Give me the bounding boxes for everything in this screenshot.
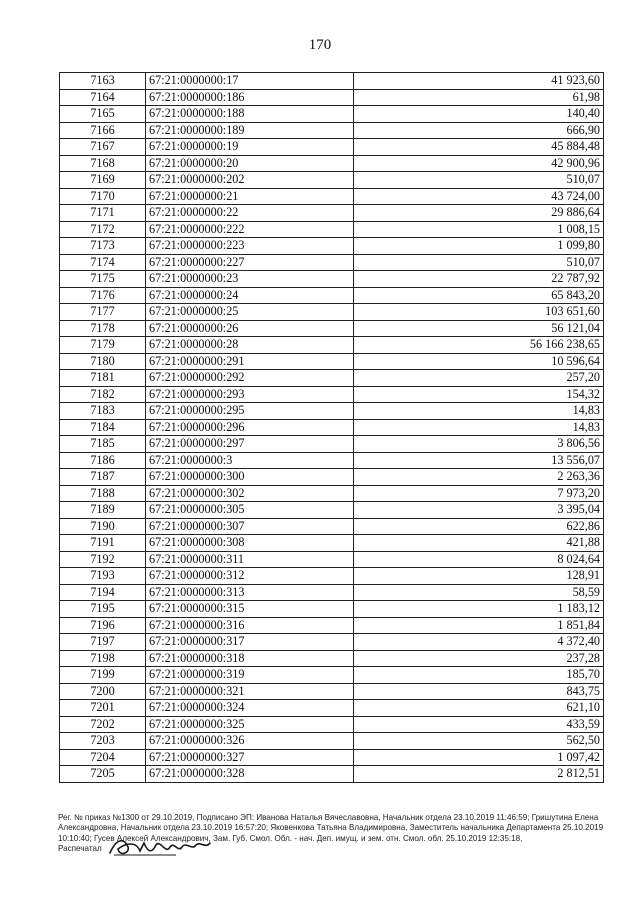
cadastral-value-cell: 56 166 238,65 xyxy=(354,337,604,354)
row-number-cell: 7205 xyxy=(60,766,146,783)
row-number-cell: 7197 xyxy=(60,634,146,651)
table-row xyxy=(60,73,604,90)
table-row xyxy=(60,683,604,700)
row-number-cell: 7195 xyxy=(60,601,146,618)
cadastral-number-cell: 67:21:0000000:327 xyxy=(146,749,354,766)
cadastral-number-cell: 67:21:0000000:300 xyxy=(146,469,354,486)
cadastral-value-cell: 56 121,04 xyxy=(354,320,604,337)
table-row xyxy=(60,139,604,156)
cadastral-value-cell: 421,88 xyxy=(354,535,604,552)
cadastral-value-cell: 562,50 xyxy=(354,733,604,750)
table-row xyxy=(60,304,604,321)
page-number: 170 xyxy=(308,37,332,53)
cadastral-number-cell: 67:21:0000000:297 xyxy=(146,436,354,453)
table-row xyxy=(60,535,604,552)
cadastral-value-cell: 140,40 xyxy=(354,106,604,123)
table-row xyxy=(60,469,604,486)
cadastral-value-cell: 1 097,42 xyxy=(354,749,604,766)
cadastral-number-cell: 67:21:0000000:315 xyxy=(146,601,354,618)
row-number-cell: 7168 xyxy=(60,155,146,172)
cadastral-value-cell: 41 923,60 xyxy=(354,73,604,90)
cadastral-value-cell: 154,32 xyxy=(354,386,604,403)
cadastral-number-cell: 67:21:0000000:307 xyxy=(146,518,354,535)
row-number-cell: 7188 xyxy=(60,485,146,502)
footer-line: Рег. № приказ №1300 от 29.10.2019, Подписано ЭП: Иванова Наталья Вячеславовна, Начальник отдела 23.10.2019 11:46:59; Гришутина Елена xyxy=(58,813,599,822)
cadastral-number-cell: 67:21:0000000:316 xyxy=(146,617,354,634)
cadastral-value-cell: 128,91 xyxy=(354,568,604,585)
cadastral-number-cell: 67:21:0000000:292 xyxy=(146,370,354,387)
row-number-cell: 7202 xyxy=(60,716,146,733)
cadastral-value-cell: 42 900,96 xyxy=(354,155,604,172)
table-row xyxy=(60,320,604,337)
row-number-cell: 7194 xyxy=(60,584,146,601)
table-row xyxy=(60,749,604,766)
row-number-cell: 7181 xyxy=(60,370,146,387)
row-number-cell: 7185 xyxy=(60,436,146,453)
row-number-cell: 7200 xyxy=(60,683,146,700)
cadastral-value-cell: 621,10 xyxy=(354,700,604,717)
cadastral-value-cell: 257,20 xyxy=(354,370,604,387)
row-number-cell: 7189 xyxy=(60,502,146,519)
table-row xyxy=(60,667,604,684)
table-row xyxy=(60,271,604,288)
cadastral-number-cell: 67:21:0000000:189 xyxy=(146,122,354,139)
table-row xyxy=(60,172,604,189)
row-number-cell: 7173 xyxy=(60,238,146,255)
cadastral-number-cell: 67:21:0000000:295 xyxy=(146,403,354,420)
row-number-cell: 7166 xyxy=(60,122,146,139)
row-number-cell: 7178 xyxy=(60,320,146,337)
cadastral-number-cell: 67:21:0000000:318 xyxy=(146,650,354,667)
row-number-cell: 7192 xyxy=(60,551,146,568)
row-number-cell: 7204 xyxy=(60,749,146,766)
cadastral-value-cell: 237,28 xyxy=(354,650,604,667)
table-row xyxy=(60,122,604,139)
cadastral-value-cell: 14,83 xyxy=(354,403,604,420)
row-number-cell: 7199 xyxy=(60,667,146,684)
table-row xyxy=(60,452,604,469)
table-row xyxy=(60,238,604,255)
table-row xyxy=(60,403,604,420)
table-row xyxy=(60,155,604,172)
row-number-cell: 7182 xyxy=(60,386,146,403)
cadastral-number-cell: 67:21:0000000:305 xyxy=(146,502,354,519)
cadastral-value-cell: 2 812,51 xyxy=(354,766,604,783)
cadastral-number-cell: 67:21:0000000:326 xyxy=(146,733,354,750)
row-number-cell: 7198 xyxy=(60,650,146,667)
cadastral-number-cell: 67:21:0000000:24 xyxy=(146,287,354,304)
row-number-cell: 7167 xyxy=(60,139,146,156)
cadastral-value-cell: 22 787,92 xyxy=(354,271,604,288)
row-number-cell: 7177 xyxy=(60,304,146,321)
table-row xyxy=(60,617,604,634)
cadastral-value-cell: 29 886,64 xyxy=(354,205,604,222)
cadastral-value-cell: 103 651,60 xyxy=(354,304,604,321)
table-row xyxy=(60,254,604,271)
row-number-cell: 7184 xyxy=(60,419,146,436)
cadastral-number-cell: 67:21:0000000:19 xyxy=(146,139,354,156)
cadastral-number-cell: 67:21:0000000:302 xyxy=(146,485,354,502)
row-number-cell: 7176 xyxy=(60,287,146,304)
row-number-cell: 7183 xyxy=(60,403,146,420)
row-number-cell: 7193 xyxy=(60,568,146,585)
cadastral-number-cell: 67:21:0000000:186 xyxy=(146,89,354,106)
table-row xyxy=(60,188,604,205)
footer-line: 10:10:40; Гусев Алексей Александрович, Зам. Губ. Смол. Обл. - нач. Деп. имущ. и зем. отн. Смол. обл. 25.10.2019 12:35:18, xyxy=(58,833,523,843)
cadastral-number-cell: 67:21:0000000:26 xyxy=(146,320,354,337)
cadastral-value-cell: 2 263,36 xyxy=(354,469,604,486)
row-number-cell: 7163 xyxy=(60,73,146,90)
cadastral-number-cell: 67:21:0000000:325 xyxy=(146,716,354,733)
cadastral-number-cell: 67:21:0000000:21 xyxy=(146,188,354,205)
cadastral-value-cell: 622,86 xyxy=(354,518,604,535)
cadastral-number-cell: 67:21:0000000:319 xyxy=(146,667,354,684)
table-row xyxy=(60,485,604,502)
cadastral-number-cell: 67:21:0000000:312 xyxy=(146,568,354,585)
cadastral-number-cell: 67:21:0000000:202 xyxy=(146,172,354,189)
row-number-cell: 7203 xyxy=(60,733,146,750)
cadastral-number-cell: 67:21:0000000:22 xyxy=(146,205,354,222)
cadastral-value-cell: 13 556,07 xyxy=(354,452,604,469)
row-number-cell: 7172 xyxy=(60,221,146,238)
row-number-cell: 7186 xyxy=(60,452,146,469)
row-number-cell: 7171 xyxy=(60,205,146,222)
cadastral-value-cell: 433,59 xyxy=(354,716,604,733)
table-row xyxy=(60,106,604,123)
cadastral-value-cell: 3 395,04 xyxy=(354,502,604,519)
table-row xyxy=(60,518,604,535)
cadastral-number-cell: 67:21:0000000:321 xyxy=(146,683,354,700)
table-row xyxy=(60,716,604,733)
cadastral-value-cell: 666,90 xyxy=(354,122,604,139)
cadastral-value-cell: 1 099,80 xyxy=(354,238,604,255)
cadastral-number-cell: 67:21:0000000:328 xyxy=(146,766,354,783)
cadastral-number-cell: 67:21:0000000:324 xyxy=(146,700,354,717)
row-number-cell: 7190 xyxy=(60,518,146,535)
cadastral-value-cell: 8 024,64 xyxy=(354,551,604,568)
cadastral-number-cell: 67:21:0000000:28 xyxy=(146,337,354,354)
table-row xyxy=(60,584,604,601)
table-row xyxy=(60,766,604,783)
row-number-cell: 7175 xyxy=(60,271,146,288)
cadastral-value-cell: 185,70 xyxy=(354,667,604,684)
table-row xyxy=(60,370,604,387)
row-number-cell: 7170 xyxy=(60,188,146,205)
row-number-cell: 7187 xyxy=(60,469,146,486)
table-row xyxy=(60,221,604,238)
table-row xyxy=(60,601,604,618)
cadastral-number-cell: 67:21:0000000:23 xyxy=(146,271,354,288)
table-row xyxy=(60,386,604,403)
footer-line: Александровна, Начальник отдела 23.10.2019 16:57:20; Яковенкова Татьяна Владимировна, Заместитель начальника Департамента 25.10.2019 xyxy=(58,823,603,833)
cadastral-number-cell: 67:21:0000000:223 xyxy=(146,238,354,255)
row-number-cell: 7201 xyxy=(60,700,146,717)
table-row xyxy=(60,733,604,750)
cadastral-value-cell: 58,59 xyxy=(354,584,604,601)
row-number-cell: 7180 xyxy=(60,353,146,370)
cadastral-value-cell: 61,98 xyxy=(354,89,604,106)
table-row xyxy=(60,353,604,370)
table-row xyxy=(60,337,604,354)
cadastral-value-cell: 45 884,48 xyxy=(354,139,604,156)
row-number-cell: 7174 xyxy=(60,254,146,271)
cadastral-value-cell: 510,07 xyxy=(354,172,604,189)
cadastral-number-cell: 67:21:0000000:296 xyxy=(146,419,354,436)
cadastral-value-cell: 7 973,20 xyxy=(354,485,604,502)
table-row xyxy=(60,502,604,519)
cadastral-value-cell: 14,83 xyxy=(354,419,604,436)
handwritten-signature xyxy=(106,833,216,861)
cadastral-number-cell: 67:21:0000000:3 xyxy=(146,452,354,469)
table-body xyxy=(60,73,604,783)
cadastral-value-cell: 843,75 xyxy=(354,683,604,700)
footer-printed-by: Распечатал xyxy=(58,843,102,853)
table-row xyxy=(60,419,604,436)
cadastral-value-cell: 1 008,15 xyxy=(354,221,604,238)
row-number-cell: 7191 xyxy=(60,535,146,552)
cadastral-value-cell: 3 806,56 xyxy=(354,436,604,453)
table-row xyxy=(60,89,604,106)
cadastral-value-table xyxy=(59,72,604,783)
cadastral-number-cell: 67:21:0000000:308 xyxy=(146,535,354,552)
cadastral-value-cell: 510,07 xyxy=(354,254,604,271)
table-row xyxy=(60,634,604,651)
row-number-cell: 7179 xyxy=(60,337,146,354)
table-row xyxy=(60,436,604,453)
cadastral-number-cell: 67:21:0000000:313 xyxy=(146,584,354,601)
cadastral-number-cell: 67:21:0000000:222 xyxy=(146,221,354,238)
cadastral-number-cell: 67:21:0000000:293 xyxy=(146,386,354,403)
cadastral-number-cell: 67:21:0000000:188 xyxy=(146,106,354,123)
table-row xyxy=(60,650,604,667)
cadastral-value-cell: 65 843,20 xyxy=(354,287,604,304)
table-row xyxy=(60,205,604,222)
cadastral-number-cell: 67:21:0000000:291 xyxy=(146,353,354,370)
cadastral-number-cell: 67:21:0000000:317 xyxy=(146,634,354,651)
cadastral-value-cell: 1 851,84 xyxy=(354,617,604,634)
cadastral-number-cell: 67:21:0000000:227 xyxy=(146,254,354,271)
cadastral-value-cell: 4 372,40 xyxy=(354,634,604,651)
table-row xyxy=(60,568,604,585)
cadastral-value-cell: 1 183,12 xyxy=(354,601,604,618)
row-number-cell: 7165 xyxy=(60,106,146,123)
cadastral-value-cell: 43 724,00 xyxy=(354,188,604,205)
row-number-cell: 7169 xyxy=(60,172,146,189)
cadastral-number-cell: 67:21:0000000:311 xyxy=(146,551,354,568)
cadastral-number-cell: 67:21:0000000:17 xyxy=(146,73,354,90)
cadastral-number-cell: 67:21:0000000:20 xyxy=(146,155,354,172)
table-row xyxy=(60,287,604,304)
row-number-cell: 7196 xyxy=(60,617,146,634)
table-row xyxy=(60,700,604,717)
row-number-cell: 7164 xyxy=(60,89,146,106)
table-row xyxy=(60,551,604,568)
cadastral-number-cell: 67:21:0000000:25 xyxy=(146,304,354,321)
cadastral-value-cell: 10 596,64 xyxy=(354,353,604,370)
